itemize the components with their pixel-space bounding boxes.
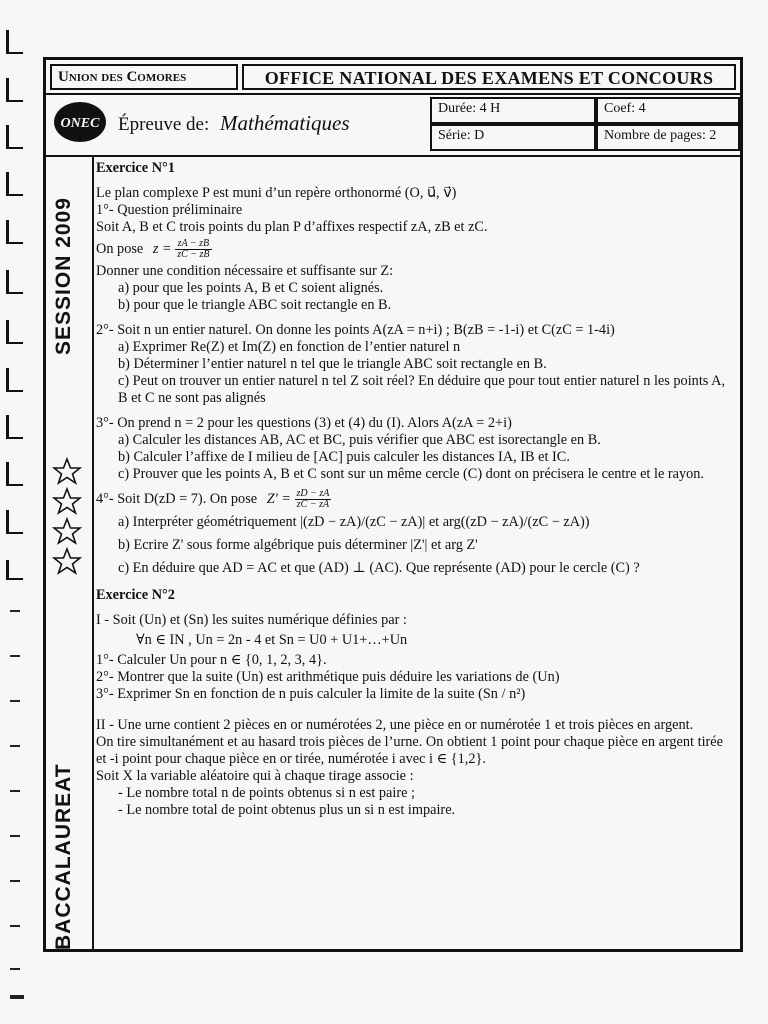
z-denominator: zC − zB <box>177 249 210 260</box>
binder-mark <box>6 270 23 294</box>
ex1-q3a: a) Calculer les distances AB, AC et BC, puis vérifier que ABC est isorectangle en B. <box>118 432 601 448</box>
zprime-denominator: zC − zA <box>296 499 330 510</box>
ex1-intro: Le plan complexe P est muni d’un repère orthonormé (O, u⃗, v⃗) <box>96 185 457 201</box>
binder-mark <box>6 220 23 244</box>
session-label: SESSION 2009 <box>52 197 75 355</box>
coef-cell: Coef: 4 <box>596 97 740 124</box>
binder-mark <box>6 172 23 196</box>
binder-mark <box>6 30 23 54</box>
ex1-q2a: a) Exprimer Re(Z) et Im(Z) en fonction de l’entier naturel n <box>118 339 461 355</box>
ex1-q4: 4°- Soit D(zD = 7). On pose <box>96 490 258 507</box>
binder-dash <box>10 880 20 882</box>
star-icon <box>52 517 82 545</box>
binder-mark <box>6 78 23 102</box>
ex1-q1-title: 1°- Question préliminaire <box>96 202 243 218</box>
binder-dash <box>10 610 20 612</box>
ex2-part-ii-draw: On tire simultanément et au hasard trois pièces de l’urne. On obtient 1 point pour chaque pièce en argent tirée et -i point pour chaque pièce en or tirée, numérotée i avec i ∈ {1,2}. <box>96 734 723 767</box>
binder-dash <box>10 995 24 999</box>
exercise-2-title: Exercice N°2 <box>96 587 175 603</box>
pages-cell: Nombre de pages: 2 <box>596 124 740 151</box>
side-band <box>46 155 94 949</box>
exam-frame <box>43 57 743 952</box>
z-fraction <box>175 239 211 260</box>
epreuve-line <box>118 111 350 136</box>
ex2-q3: 3°- Exprimer Sn en fonction de n puis calculer la limite de la suite (Sn / n²) <box>96 686 526 702</box>
ex1-z-definition: On pose z = $\frac{zA - zB}{zC - zB}$ <box>96 238 210 260</box>
binder-margin <box>0 0 40 1024</box>
subject-name: Mathématiques <box>220 111 350 135</box>
ex1-q4c: c) En déduire que AD = AC et que (AD) ⊥ (AC). Que représente (AD) pour le cercle (C) ? <box>118 560 640 576</box>
binder-mark <box>6 320 23 344</box>
binder-dash <box>10 700 20 702</box>
exam-content <box>96 158 730 819</box>
stars-group <box>52 457 86 577</box>
ex1-q1a: a) pour que les points A, B et C soient alignés. <box>118 280 384 296</box>
binder-dash <box>10 925 20 927</box>
ex2-q2: 2°- Montrer que la suite (Un) est arithmétique puis déduire les variations de (Un) <box>96 669 560 685</box>
ex2-part-i: I - Soit (Un) et (Sn) les suites numérique définies par : <box>96 612 407 628</box>
star-icon <box>52 487 82 515</box>
ex1-q4-line: 4°- Soit D(zD = 7). On pose Z' = $\frac{zD - zA}{zC - zA}$ <box>96 488 330 510</box>
ex1-q4b: b) Ecrire Z' sous forme algébrique puis déterminer |Z'| et arg Z' <box>118 537 478 553</box>
z-numerator: zA − zB <box>175 239 211 250</box>
ex2-q1: 1°- Calculer Un pour n ∈ {0, 1, 2, 3, 4}. <box>96 652 327 668</box>
ex2-bullet-2: - Le nombre total de point obtenus plus un si n est impaire. <box>118 802 456 818</box>
duree-cell: Durée: 4 H <box>430 97 596 124</box>
binder-dash <box>10 968 20 970</box>
ex1-q1-text: Soit A, B et C trois points du plan P d’affixes respectif zA, zB et zC. <box>96 219 488 235</box>
on-pose-label: On pose <box>96 240 144 257</box>
ex2-bullet-1: - Le nombre total n de points obtenus si n est paire ; <box>118 785 415 801</box>
ex1-q4a: a) Interpréter géométriquement |(zD − zA)/(zC − zA)| et arg((zD − zA)/(zC − zA)) <box>118 514 590 530</box>
binder-dash <box>10 835 20 837</box>
binder-mark <box>6 125 23 149</box>
header-exam-row <box>46 93 740 157</box>
star-icon <box>52 457 82 485</box>
ex2-part-ii-variable: Soit X la variable aléatoire qui à chaque tirage associe : <box>96 768 414 784</box>
bac-label: BACCALAUREAT <box>52 763 75 950</box>
binder-mark <box>6 462 23 486</box>
onec-logo <box>52 100 108 144</box>
ex1-q2: 2°- Soit n un entier naturel. On donne les points A(zA = n+i) ; B(zB = -1-i) et C(zC = 1-4i) <box>96 322 615 338</box>
binder-dash <box>10 790 20 792</box>
ex1-condition: Donner une condition nécessaire et suffisante sur Z: <box>96 263 394 279</box>
exercise-1-title: Exercice N°1 <box>96 160 175 176</box>
ex1-q2b: b) Déterminer l’entier naturel n tel que le triangle ABC soit rectangle en B. <box>118 356 547 372</box>
ex1-q3c: c) Prouver que les points A, B et C sont sur un même cercle (C) dont on précisera le centre et le rayon. <box>118 466 704 482</box>
binder-mark <box>6 368 23 392</box>
svg-text:ONEC: ONEC <box>60 116 100 131</box>
binder-mark <box>6 560 23 580</box>
epreuve-label: Épreuve de: <box>118 114 210 135</box>
zprime-numerator: zD − zA <box>296 488 330 499</box>
ex2-part-ii: II - Une urne contient 2 pièces en or numérotées 2, une pièce en or numérotée 1 et trois pièces en argent. <box>96 717 694 733</box>
ex1-q1b: b) pour que le triangle ABC soit rectangle en B. <box>118 297 392 313</box>
zprime-fraction <box>295 489 332 510</box>
binder-dash <box>10 745 20 747</box>
binder-dash <box>10 655 20 657</box>
binder-mark <box>6 510 23 534</box>
ex1-q3: 3°- On prend n = 2 pour les questions (3) et (4) du (I). Alors A(zA = 2+i) <box>96 415 512 431</box>
header-top-row <box>50 64 736 90</box>
serie-cell: Série: D <box>430 124 596 151</box>
union-label: Union des Comores <box>50 64 238 90</box>
office-title: OFFICE NATIONAL DES EXAMENS ET CONCOURS <box>242 64 736 90</box>
binder-mark <box>6 415 23 439</box>
ex2-definition: ∀n ∈ IN , Un = 2n - 4 et Sn = U0 + U1+…+Un <box>136 632 408 648</box>
ex1-q2c: c) Peut on trouver un entier naturel n tel Z soit réel? En déduire que pour tout entier naturel n les points A, B et C ne sont pas alignés <box>118 373 726 406</box>
ex1-q3b: b) Calculer l’affixe de I milieu de [AC] puis calculer les distances IA, IB et IC. <box>118 449 570 465</box>
star-icon <box>52 547 82 575</box>
